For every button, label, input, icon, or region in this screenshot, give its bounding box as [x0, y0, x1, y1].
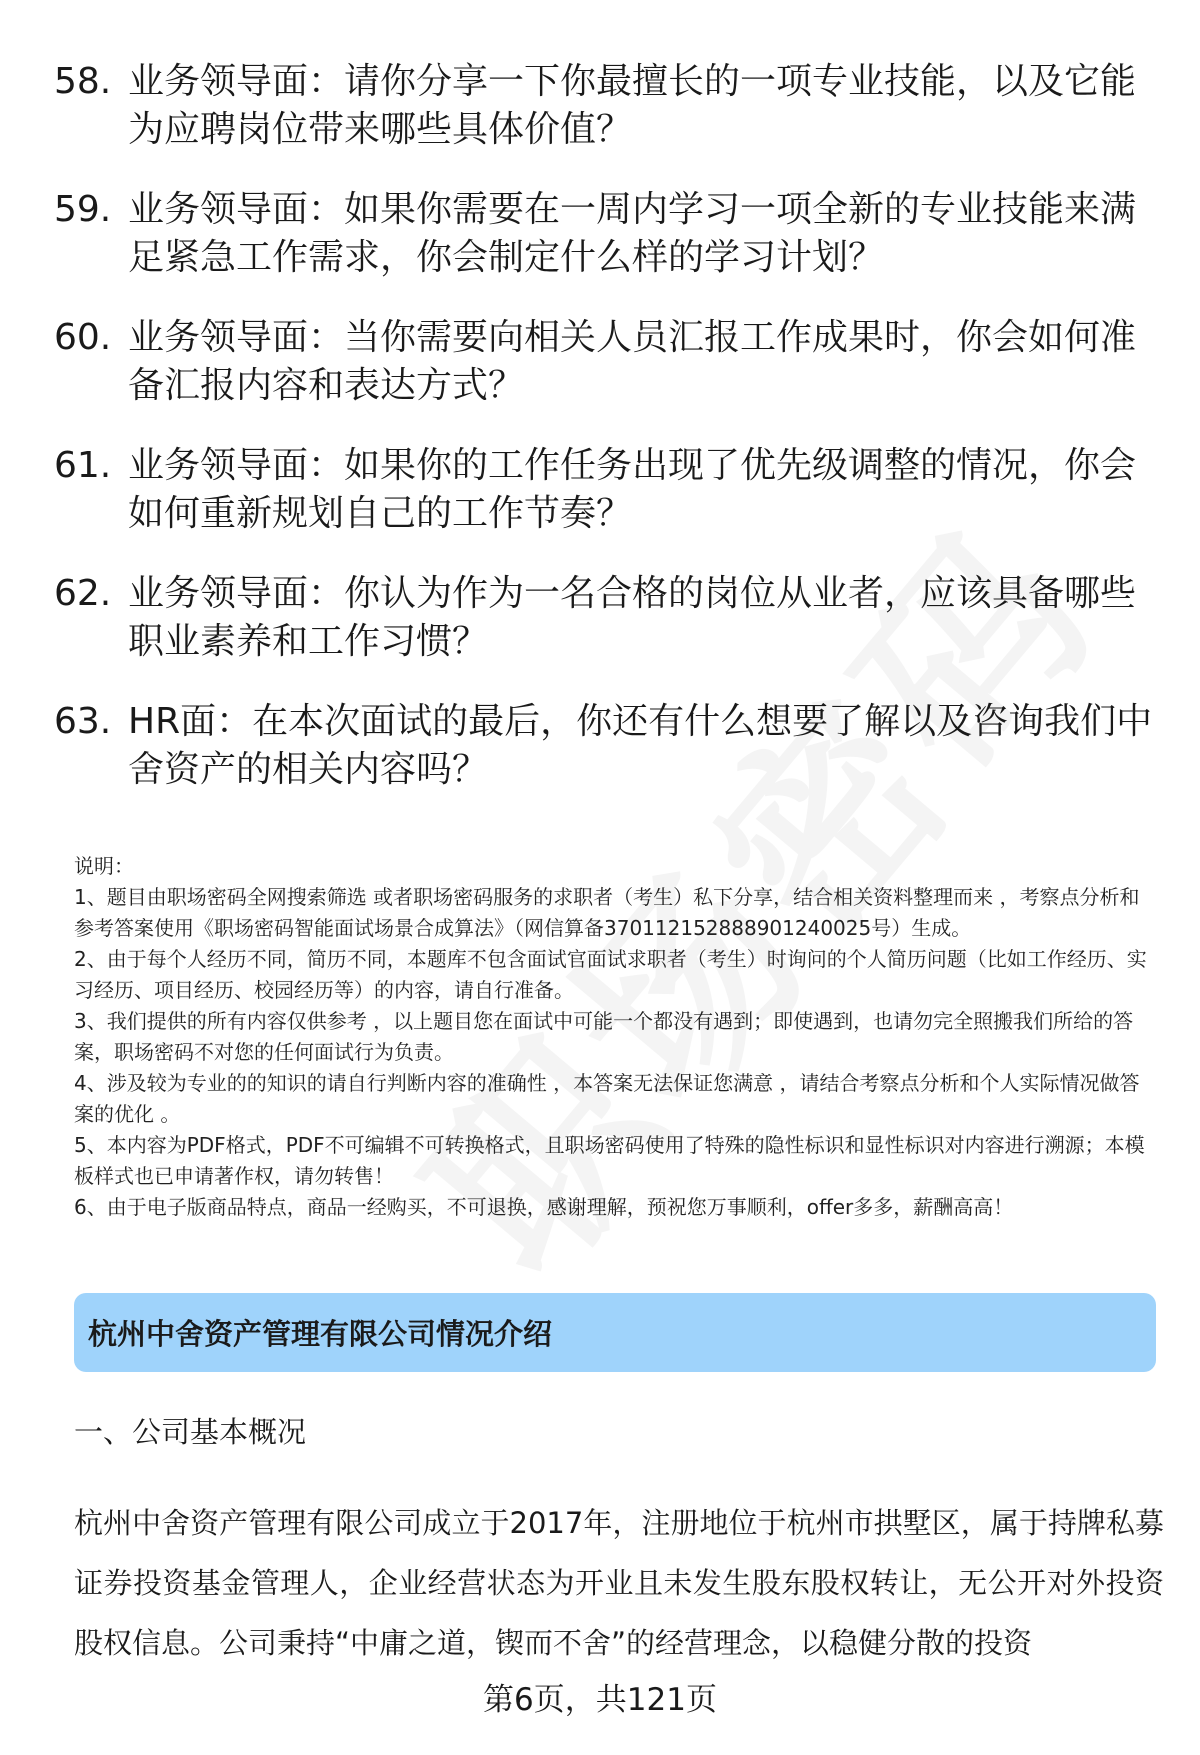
note-item: 4、涉及较为专业的的知识的请自行判断内容的准确性 ，本答案无法保证您满意 ，请结合考察点分析和个人实际情况做答案的优化 。	[74, 1071, 1140, 1126]
notes-title: 说明：	[74, 854, 134, 878]
question-item	[54, 698, 1154, 794]
question-text: 业务领导面：如果你需要在一周内学习一项全新的专业技能来满足紧急工作需求，你会制定什么样的学习计划？	[128, 189, 1137, 278]
note-item: 3、我们提供的所有内容仅供参考 ，以上题目您在面试中可能一个都没有遇到；即使遇到，也请勿完全照搬我们所给的答案，职场密码不对您的任何面试行为负责。	[74, 1009, 1134, 1064]
sub-heading: 一、公司基本概况	[74, 1415, 307, 1449]
question-number: 63.	[54, 701, 112, 742]
question-number: 60.	[54, 317, 112, 358]
note-item: 5、本内容为PDF格式，PDF不可编辑不可转换格式，且职场密码使用了特殊的隐性标识和显性标识对内容进行溯源；本模板样式也已申请著作权，请勿转售！	[74, 1133, 1145, 1188]
question-text: 业务领导面：请你分享一下你最擅长的一项专业技能，以及它能为应聘岗位带来哪些具体价值？	[128, 61, 1137, 150]
notes-block	[74, 851, 1156, 1223]
question-text: 业务领导面：如果你的工作任务出现了优先级调整的情况，你会如何重新规划自己的工作节奏？	[128, 445, 1137, 534]
question-number: 59.	[54, 189, 112, 230]
question-list	[54, 58, 1154, 826]
question-number: 58.	[54, 61, 112, 102]
section-header	[74, 1293, 1156, 1372]
note-item: 6、由于电子版商品特点，商品一经购买，不可退换，感谢理解，预祝您万事顺利，offer多多，薪酬高高！	[74, 1195, 1014, 1219]
question-text: 业务领导面：你认为作为一名合格的岗位从业者，应该具备哪些职业素养和工作习惯？	[128, 573, 1137, 662]
question-number: 62.	[54, 573, 112, 614]
question-item	[54, 186, 1154, 282]
page-number: 第6页，共121页	[483, 1682, 717, 1718]
question-item	[54, 570, 1154, 666]
question-item	[54, 314, 1154, 410]
note-item: 1、题目由职场密码全网搜索筛选 或者职场密码服务的求职者（考生）私下分享，结合相关资料整理而来 ，考察点分析和参考答案使用《职场密码智能面试场景合成算法》（网信算备370112152888901240025号）生成。	[74, 885, 1140, 940]
question-text: HR面：在本次面试的最后，你还有什么想要了解以及咨询我们中舍资产的相关内容吗？	[128, 701, 1153, 790]
section-title: 杭州中舍资产管理有限公司情况介绍	[88, 1317, 553, 1351]
question-number: 61.	[54, 445, 112, 486]
question-text: 业务领导面：当你需要向相关人员汇报工作成果时，你会如何准备汇报内容和表达方式？	[128, 317, 1137, 406]
question-item	[54, 58, 1154, 154]
question-item	[54, 442, 1154, 538]
note-item: 2、由于每个人经历不同，简历不同，本题库不包含面试官面试求职者（考生）时询问的个人简历问题（比如工作经历、实习经历、项目经历、校园经历等）的内容，请自行准备。	[74, 947, 1147, 1002]
company-intro-paragraph: 杭州中舍资产管理有限公司成立于2017年，注册地位于杭州市拱墅区，属于持牌私募证券投资基金管理人，企业经营状态为开业且未发生股东股权转让，无公开对外投资股权信息。公司秉持“中庸之道，锲而不舍”的经营理念，以稳健分散的投资	[74, 1506, 1164, 1660]
